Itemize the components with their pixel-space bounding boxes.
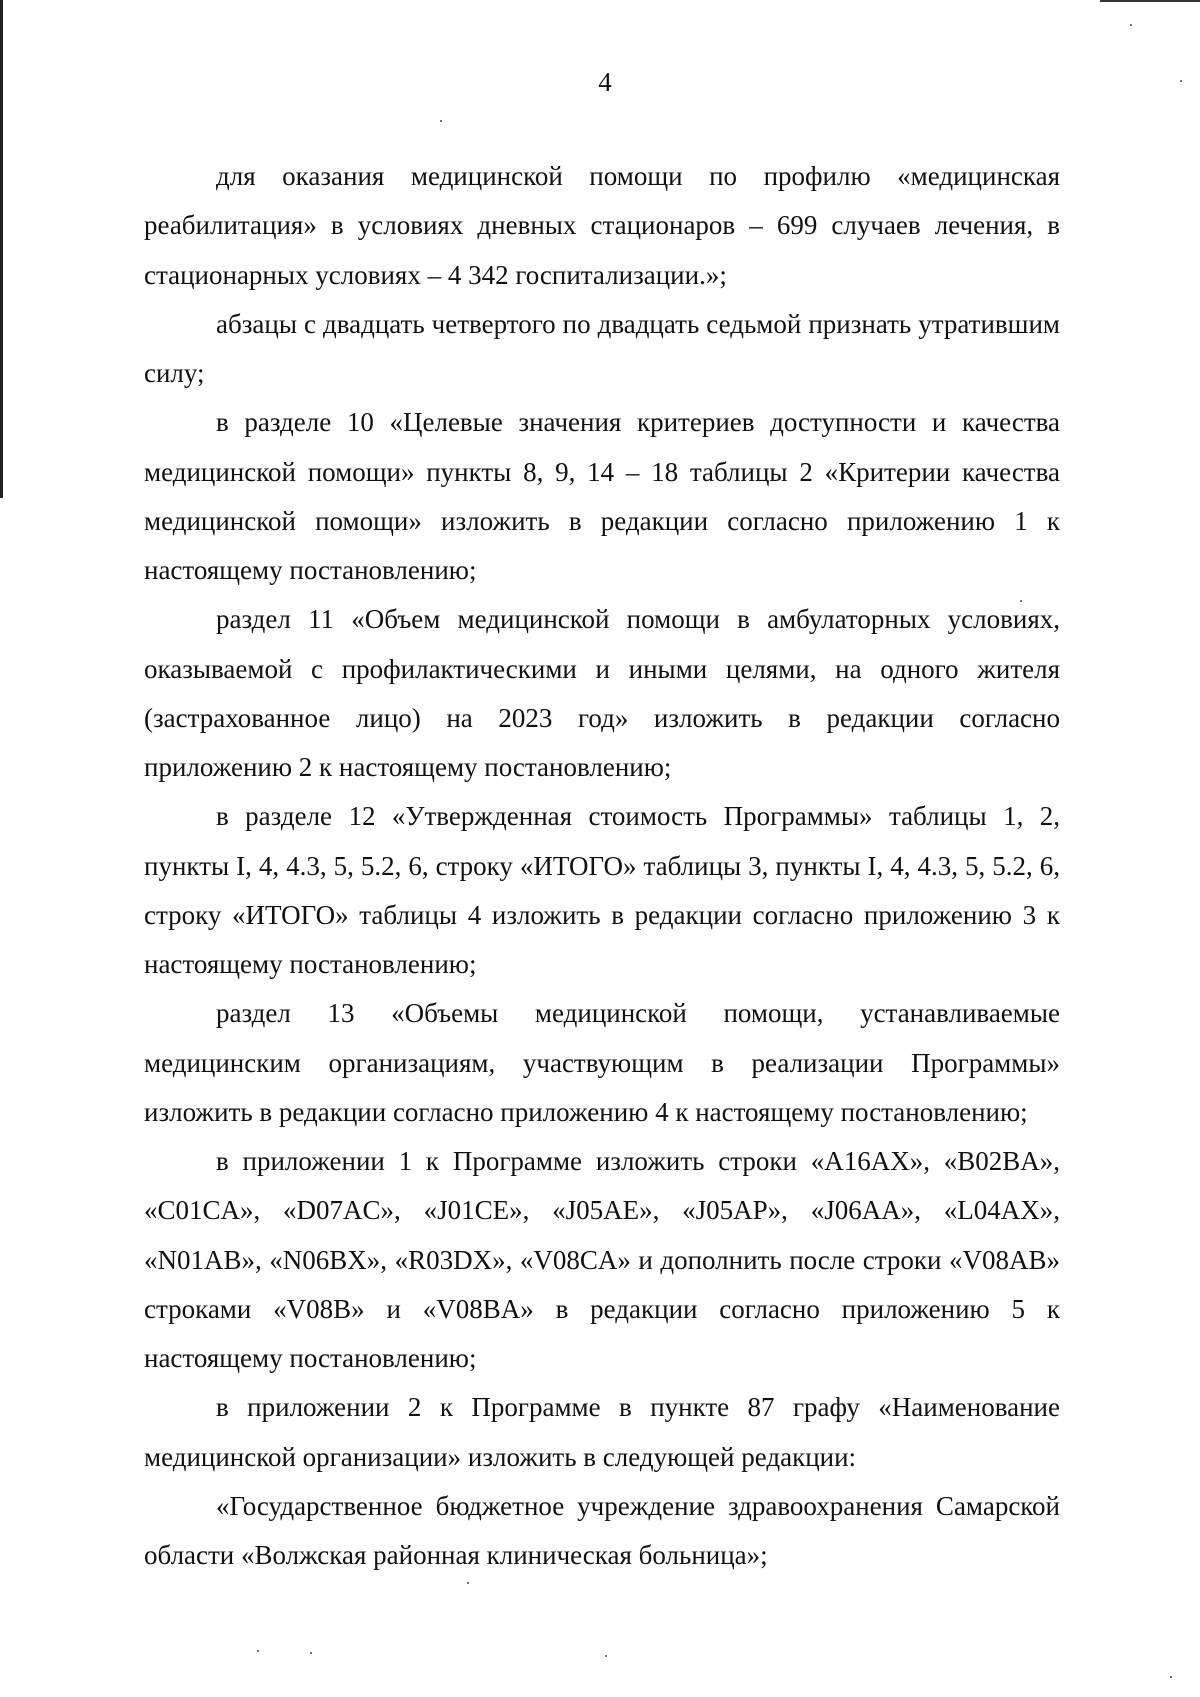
paragraph-appendix-1: в приложении 1 к Программе изложить строки «A16AX», «B02BA», «C01CA», «D07AC», «J01CE», «J05AE», «J05AP», «J06AA», «L04AX», «N01AB», «N06BX», «R03DX», «V08CA» и дополнить после строки «V08AB» строками «V08B» и «V08BA» в редакции согласно приложению 5 к настоящему постановлению; [144, 1146, 1060, 1373]
paragraph-section-12: в разделе 12 «Утвержденная стоимость Программы» таблицы 1, 2, пункты I, 4, 4.3, 5, 5.2, 6, строку «ИТОГО» таблицы 3, пункты I, 4, 4.3, 5, 5.2, 6, строку «ИТОГО» таблицы 4 изложить в редакции согласно приложению 3 к настоящему постановлению; [144, 801, 1060, 979]
paragraph-section-13: раздел 13 «Объемы медицинской помощи, устанавливаемые медицинским организациям, участвующим в реализации Программы» изложить в редакции согласно приложению 4 к настоящему постановлению; [144, 998, 1060, 1127]
scan-speck [440, 120, 442, 122]
scan-edge-mark [1100, 0, 1200, 3]
paragraph-abolished-clauses: абзацы с двадцать четвертого по двадцать седьмой признать утратившим силу; [144, 308, 1060, 388]
scan-speck [1130, 24, 1132, 26]
page-number: 4 [598, 67, 612, 97]
paragraph-appendix-2: в приложении 2 к Программе в пункте 87 графу «Наименование медицинской организации» изложить в следующей редакции: [144, 1392, 1060, 1472]
paragraph-rehab-volumes: для оказания медицинской помощи по профилю «медицинская реабилитация» в условиях дневных стационаров – 699 случаев лечения, в стационарных условиях – 4 342 госпитализации.»; [144, 161, 1060, 290]
scan-speck [605, 1655, 607, 1657]
scan-speck [257, 1650, 259, 1652]
scan-speck [310, 1652, 312, 1654]
document-body [144, 152, 1060, 1580]
paragraph-section-11: раздел 11 «Объем медицинской помощи в амбулаторных условиях, оказываемой с профилактическими и иными целями, на одного жителя (застрахованное лицо) на 2023 год» изложить в редакции согласно приложению 2 к настоящему постановлению; [144, 604, 1060, 782]
paragraph-section-10: в разделе 10 «Целевые значения критериев доступности и качества медицинской помощи» пункты 8, 9, 14 – 18 таблицы 2 «Критерии качества медицинской помощи» изложить в редакции согласно приложению 1 к настоящему постановлению; [144, 407, 1060, 585]
scan-speck [1170, 1676, 1172, 1678]
paragraph-organization-name: «Государственное бюджетное учреждение здравоохранения Самарской области «Волжская районная клиническая больница»; [144, 1490, 1060, 1570]
scan-speck [467, 1582, 469, 1584]
